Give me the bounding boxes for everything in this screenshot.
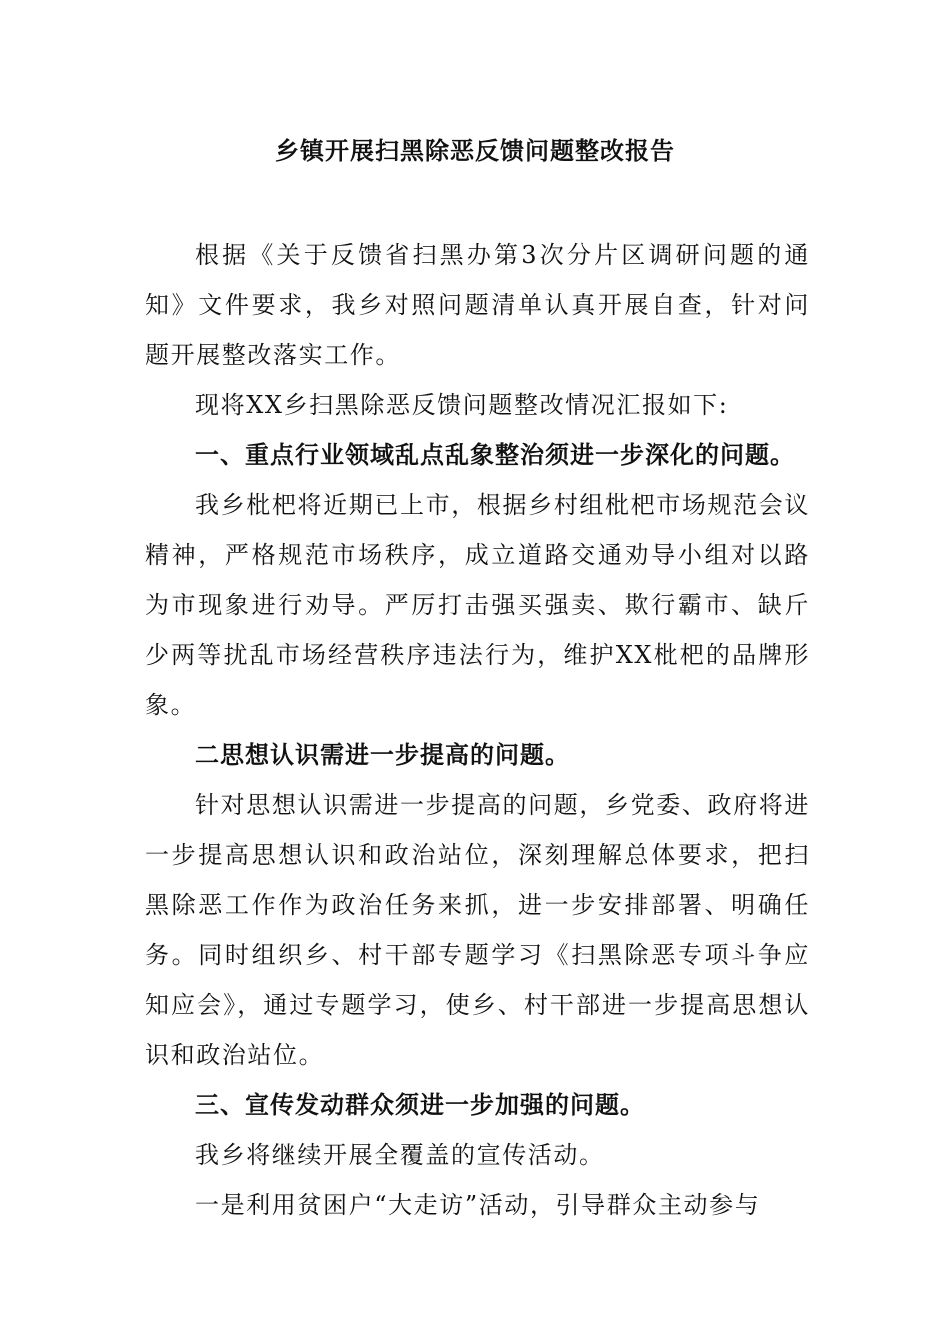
document-title: 乡镇开展扫黑除恶反馈问题整改报告 (275, 136, 675, 165)
paragraph-section-3-item-1: 一是利用贫困户“大走访”活动，引导群众主动参与 (195, 1191, 761, 1219)
paragraph-section-2: 针对思想认识需进一步提高的问题，乡党委、政府将进一步提高思想认识和政治站位，深刻理解总体要求，把扫黑除恶工作作为政治任务来抓，进一步安排部署、明确任务。同时组织乡、村干部专题学习《扫黑除恶专项斗争应知应会》，通过专题学习，使乡、村干部进一步提高思想认识和政治站位。 (145, 791, 810, 1069)
section-heading-2: 二思想认识需进一步提高的问题。 (195, 740, 570, 769)
paragraph-intro: 根据《关于反馈省扫黑办第3次分片区调研问题的通知》文件要求，我乡对照问题清单认真开展自查，针对问题开展整改落实工作。 (145, 241, 810, 369)
paragraph-report-lead: 现将XX乡扫黑除恶反馈问题整改情况汇报如下: (195, 391, 729, 419)
paragraph-section-3-lead: 我乡将继续开展全覆盖的宣传活动。 (195, 1141, 605, 1169)
document-body (145, 230, 810, 1230)
paragraph-section-1: 我乡枇杷将近期已上市，根据乡村组枇杷市场规范会议精神，严格规范市场秩序，成立道路交通劝导小组对以路为市现象进行劝导。严厉打击强买强卖、欺行霸市、缺斤少两等扰乱市场经营秩序违法行为，维护XX枇杷的品牌形象。 (145, 491, 810, 719)
section-heading-3: 三、宣传发动群众须进一步加强的问题。 (195, 1090, 645, 1119)
section-heading-1: 一、重点行业领域乱点乱象整治须进一步深化的问题。 (195, 440, 795, 469)
